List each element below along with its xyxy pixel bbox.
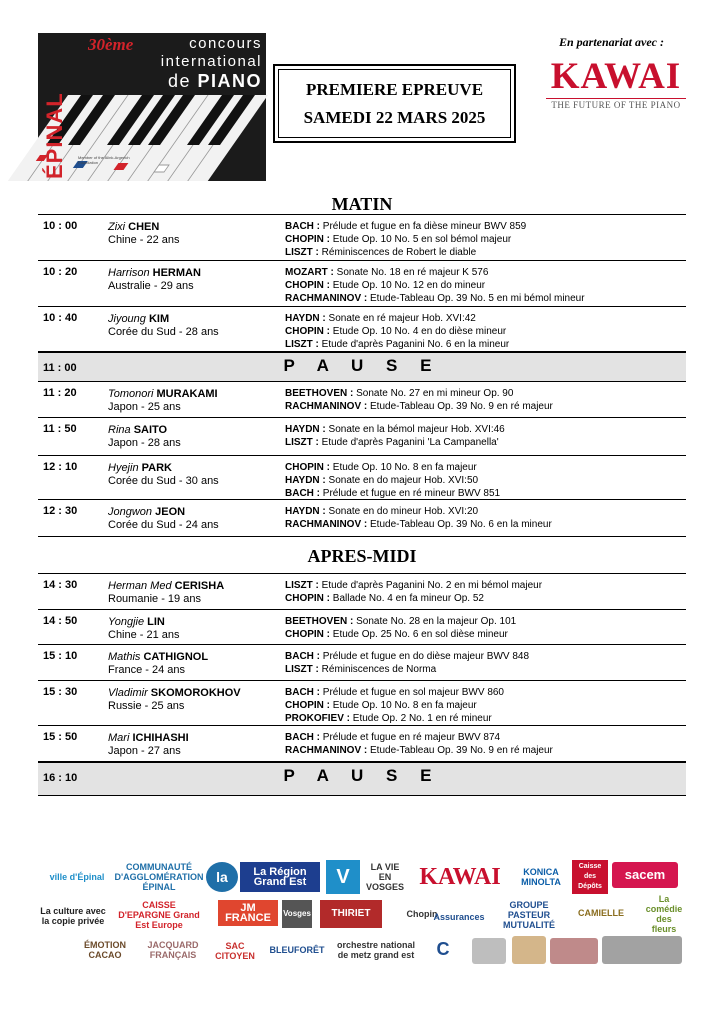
sponsor-logo: JACQUARD FRANÇAIS (147, 940, 199, 960)
sponsor-logo (472, 938, 506, 964)
pianist-first-name: Hyejin (108, 462, 139, 474)
pianist-last-name: CERISHA (174, 580, 225, 592)
slot-time: 14 : 30 (43, 579, 78, 591)
slot-time: 15 : 10 (43, 650, 78, 662)
composer: LISZT : (285, 339, 319, 350)
pianist-country-age: Chine - 22 ans (108, 234, 180, 246)
composer: MOZART : (285, 267, 334, 278)
pianist-first-name: Mari (108, 732, 130, 744)
program-item (285, 400, 553, 413)
composer: LISZT : (285, 580, 319, 591)
work-title: Sonate en la bémol majeur Hob. XVI:46 (328, 424, 505, 435)
section-title-apres-midi: APRES-MIDI (307, 546, 417, 566)
program-item (285, 487, 500, 500)
pianist-name (108, 423, 167, 437)
sponsor-logo: V (326, 860, 360, 894)
pianist-first-name: Jiyoung (108, 313, 146, 325)
partner-label: En partenariat avec : (559, 35, 664, 49)
sponsor-logo: Chopin (406, 909, 438, 919)
sponsor-logo: COMMUNAUTÉ D'AGGLOMÉRATION ÉPINAL (114, 862, 204, 892)
pianist-first-name: Rina (108, 424, 131, 436)
work-title: Etude-Tableau Op. 39 No. 9 en ré majeur (370, 745, 553, 756)
work-title: Etude-Tableau Op. 39 No. 5 en mi bémol mineur (370, 293, 585, 304)
pianist-last-name: JEON (155, 506, 186, 518)
program-list (285, 731, 553, 757)
work-title: Prélude et fugue en ré majeur BWV 874 (322, 732, 501, 743)
pianist-first-name: Herman Med (108, 580, 172, 592)
program-item (285, 712, 504, 725)
pianist-last-name: HERMAN (152, 267, 201, 279)
sponsor-logo: ÉMOTION CACAO (84, 940, 126, 960)
partner-tagline: THE FUTURE OF THE PIANO (546, 98, 686, 110)
composer: HAYDN : (285, 475, 326, 486)
sponsor-logo (550, 938, 598, 964)
pianist-name (108, 312, 169, 326)
event-date: SAMEDI 22 MARS 2025 (303, 107, 486, 127)
work-title: Etude d'après Paganini 'La Campanella' (321, 437, 499, 448)
pause-row (38, 762, 686, 796)
work-title: Sonate No. 28 en la majeur Op. 101 (356, 616, 517, 627)
pianist-name (108, 505, 185, 519)
work-title: Sonate No. 18 en ré majeur K 576 (336, 267, 489, 278)
program-list (285, 461, 500, 500)
pianist-last-name: ICHIHASHI (132, 732, 189, 744)
pianist-last-name: SKOMOROKHOV (150, 687, 241, 699)
performance-row (38, 500, 686, 537)
performance-row (38, 681, 686, 726)
program-item (285, 592, 542, 605)
sponsor-logo: CAISSE D'EPARGNE Grand Est Europe (118, 900, 200, 930)
pianist-country-age: France - 24 ans (108, 664, 186, 676)
work-title: Etude-Tableau Op. 39 No. 6 en la mineur (370, 519, 552, 530)
program-list (285, 387, 553, 413)
logo-line-3: de PIANO (167, 71, 262, 91)
sponsor-logo: sacem (612, 862, 678, 888)
composer: BACH : (285, 488, 320, 499)
program-item (285, 686, 504, 699)
composer: BACH : (285, 651, 320, 662)
program-list (285, 615, 516, 641)
sponsor-logo: BLEUFORÊT (269, 945, 325, 955)
pianist-last-name: CHEN (128, 221, 160, 233)
sponsor-logo: orchestre national de metz grand est (336, 940, 416, 960)
sponsor-logo: Caisse des Dépôts (572, 860, 608, 894)
composer: LISZT : (285, 247, 319, 258)
composer: HAYDN : (285, 424, 326, 435)
composer: BEETHOVEN : (285, 616, 354, 627)
pianist-last-name: KIM (148, 313, 170, 325)
composer: HAYDN : (285, 313, 326, 324)
pianist-first-name: Zixi (108, 221, 126, 233)
program-item (285, 325, 509, 338)
slot-time: 12 : 10 (43, 461, 78, 473)
partner-brand: KAWAI (550, 56, 682, 97)
performance-row (38, 574, 686, 610)
work-title: Sonate No. 27 en mi mineur Op. 90 (356, 388, 514, 399)
pianist-name (108, 461, 172, 475)
performance-row (38, 726, 686, 762)
pianist-last-name: SAITO (133, 424, 168, 436)
sponsor-logo: KAWAI (419, 864, 501, 890)
pianist-first-name: Tomonori (108, 388, 154, 400)
work-title: Etude-Tableau Op. 39 No. 9 en ré majeur (370, 401, 553, 412)
composer: BACH : (285, 732, 320, 743)
program-list (285, 650, 529, 676)
program-item (285, 744, 553, 757)
performance-row (38, 418, 686, 456)
sponsor-logo: ville d'Épinal (49, 872, 105, 882)
sponsor-logo: la (206, 862, 238, 892)
program-list (285, 579, 542, 605)
performance-row (38, 307, 686, 352)
program-item (285, 423, 505, 436)
pianist-last-name: MURAKAMI (156, 388, 218, 400)
work-title: Sonate en do mineur Hob. XVI:20 (328, 506, 479, 517)
program-list (285, 423, 505, 449)
work-title: Etude d'après Paganini No. 2 en mi bémol majeur (321, 580, 543, 591)
sponsor-logo (512, 936, 546, 964)
logo-line-1: concours (189, 35, 262, 52)
pianist-last-name: CATHIGNOL (143, 651, 209, 663)
program-list (285, 266, 585, 305)
program-item (285, 505, 552, 518)
sponsor-logo: La comédie des fleurs (645, 894, 683, 934)
section-title-matin: MATIN (331, 194, 393, 214)
pianist-first-name: Harrison (108, 267, 150, 279)
program-item (285, 233, 526, 246)
program-item (285, 579, 542, 592)
program-item (285, 461, 500, 474)
pianist-country-age: Japon - 25 ans (108, 401, 181, 413)
sponsor-logo: La culture avec la copie privée (40, 906, 106, 926)
pianist-country-age: Roumanie - 19 ans (108, 593, 201, 605)
slot-time: 11 : 50 (43, 423, 77, 435)
work-title: Ballade No. 4 en fa mineur Op. 52 (332, 593, 484, 604)
pianist-name (108, 220, 159, 234)
program-list (285, 505, 552, 531)
sponsor-logo: Vosges (282, 900, 312, 928)
pianist-name (108, 686, 241, 700)
pianist-name (108, 387, 218, 401)
composer: CHOPIN : (285, 462, 330, 473)
slot-time: 14 : 50 (43, 615, 78, 627)
program-item (285, 266, 585, 279)
pianist-country-age: Corée du Sud - 28 ans (108, 326, 219, 338)
performance-row (38, 456, 686, 500)
composer: HAYDN : (285, 506, 326, 517)
composer: CHOPIN : (285, 700, 330, 711)
pianist-last-name: LIN (147, 616, 165, 628)
pause-label: P A U S E (283, 356, 441, 375)
pianist-country-age: Japon - 27 ans (108, 745, 181, 757)
work-title: Etude d'après Paganini No. 6 en la mineur (321, 339, 510, 350)
work-title: Etude Op. 10 No. 8 en fa majeur (332, 700, 477, 711)
composer: RACHMANINOV : (285, 519, 368, 530)
program-item (285, 312, 509, 325)
pianist-country-age: Russie - 25 ans (108, 700, 185, 712)
program-item (285, 650, 529, 663)
slot-time: 10 : 00 (43, 220, 78, 232)
slot-time: 16 : 10 (43, 772, 78, 784)
event-title-box (273, 64, 516, 143)
composer: RACHMANINOV : (285, 401, 368, 412)
program-item (285, 292, 585, 305)
composer: RACHMANINOV : (285, 745, 368, 756)
work-title: Etude Op. 25 No. 6 en sol dièse mineur (332, 629, 508, 640)
program-item (285, 518, 552, 531)
logo-city: ÉPINAL (42, 92, 67, 179)
competition-logo (38, 33, 266, 181)
pianist-last-name: PARK (141, 462, 172, 474)
sponsor-logo: C (436, 939, 450, 959)
performance-row (38, 610, 686, 645)
composer: LISZT : (285, 437, 319, 448)
work-title: Etude Op. 10 No. 8 en fa majeur (332, 462, 477, 473)
pianist-first-name: Jongwon (108, 506, 153, 518)
composer: BEETHOVEN : (285, 388, 354, 399)
sponsor-logo: CAMIELLE (578, 908, 624, 918)
work-title: Réminiscences de Norma (321, 664, 437, 675)
work-title: Etude Op. 2 No. 1 en ré mineur (352, 713, 492, 724)
work-title: Prélude et fugue en do dièse majeur BWV 848 (322, 651, 530, 662)
composer: CHOPIN : (285, 629, 330, 640)
pianist-name (108, 650, 208, 664)
composer: RACHMANINOV : (285, 293, 368, 304)
program-list (285, 686, 504, 725)
program-item (285, 387, 553, 400)
composer: CHOPIN : (285, 326, 330, 337)
program-item (285, 628, 516, 641)
program-item (285, 220, 526, 233)
event-round-title: PREMIERE EPREUVE (305, 79, 484, 99)
slot-time: 11 : 00 (43, 362, 77, 374)
performance-row (38, 261, 686, 307)
sponsor-logo: THIRIET (320, 900, 382, 928)
pianist-country-age: Australie - 29 ans (108, 280, 194, 292)
composer: LISZT : (285, 664, 319, 675)
program-item (285, 338, 509, 351)
program-item (285, 663, 529, 676)
pianist-name (108, 615, 165, 629)
pianist-first-name: Vladimir (108, 687, 148, 699)
performance-row (38, 645, 686, 681)
slot-time: 15 : 30 (43, 686, 78, 698)
pianist-country-age: Japon - 28 ans (108, 437, 181, 449)
composer: BACH : (285, 221, 320, 232)
program-item (285, 246, 526, 259)
slot-time: 10 : 20 (43, 266, 78, 278)
sponsor-logo: GROUPE PASTEUR MUTUALITÉ (503, 900, 555, 930)
work-title: Réminiscences de Robert le diable (321, 247, 477, 258)
work-title: Sonate en do majeur Hob. XVI:50 (328, 475, 479, 486)
slot-time: 12 : 30 (43, 505, 78, 517)
sponsor-logo: Assurances (433, 912, 485, 922)
sponsor-logos (40, 858, 684, 968)
composer: CHOPIN : (285, 593, 330, 604)
pianist-country-age: Corée du Sud - 24 ans (108, 519, 219, 531)
work-title: Etude Op. 10 No. 12 en do mineur (332, 280, 486, 291)
performance-row (38, 382, 686, 418)
composer: CHOPIN : (285, 234, 330, 245)
pianist-country-age: Chine - 21 ans (108, 629, 180, 641)
logo-member-note: Member of the Alink-Argerich Foundation (78, 155, 130, 165)
sponsor-logo: SAC CITOYEN (215, 941, 255, 961)
work-title: Prélude et fugue en sol majeur BWV 860 (322, 687, 504, 698)
composer: CHOPIN : (285, 280, 330, 291)
logo-edition: 30ème (88, 35, 134, 54)
pianist-country-age: Corée du Sud - 30 ans (108, 475, 219, 487)
work-title: Etude Op. 10 No. 4 en do dièse mineur (332, 326, 507, 337)
slot-time: 11 : 20 (43, 387, 77, 399)
sponsor-logo: LA VIE EN VOSGES (365, 862, 404, 892)
program-item (285, 436, 505, 449)
sponsor-logo: JM FRANCE (218, 900, 278, 926)
program-item (285, 731, 553, 744)
pause-label: P A U S E (283, 766, 441, 785)
work-title: Prélude et fugue en ré mineur BWV 851 (322, 488, 501, 499)
program-list (285, 312, 509, 351)
work-title: Prélude et fugue en fa dièse mineur BWV 859 (322, 221, 527, 232)
pianist-name (108, 266, 201, 280)
composer: PROKOFIEV : (285, 713, 351, 724)
program-list (285, 220, 526, 259)
performance-row (38, 215, 686, 261)
slot-time: 15 : 50 (43, 731, 78, 743)
program-item (285, 279, 585, 292)
pianist-first-name: Yongjie (108, 616, 145, 628)
program-item (285, 615, 516, 628)
program-item (285, 474, 500, 487)
sponsor-logo: La Région Grand Est (240, 862, 320, 892)
sponsor-logo (602, 936, 682, 964)
logo-line-2: international (160, 53, 262, 70)
pause-row (38, 352, 686, 382)
program-item (285, 699, 504, 712)
work-title: Etude Op. 10 No. 5 en sol bémol majeur (332, 234, 512, 245)
composer: BACH : (285, 687, 320, 698)
sponsor-logo: KONICA MINOLTA (521, 867, 561, 887)
pianist-name (108, 731, 189, 745)
slot-time: 10 : 40 (43, 312, 78, 324)
pianist-name (108, 579, 224, 593)
partner-logo (546, 58, 686, 110)
pianist-first-name: Mathis (108, 651, 141, 663)
work-title: Sonate en ré majeur Hob. XVI:42 (328, 313, 476, 324)
